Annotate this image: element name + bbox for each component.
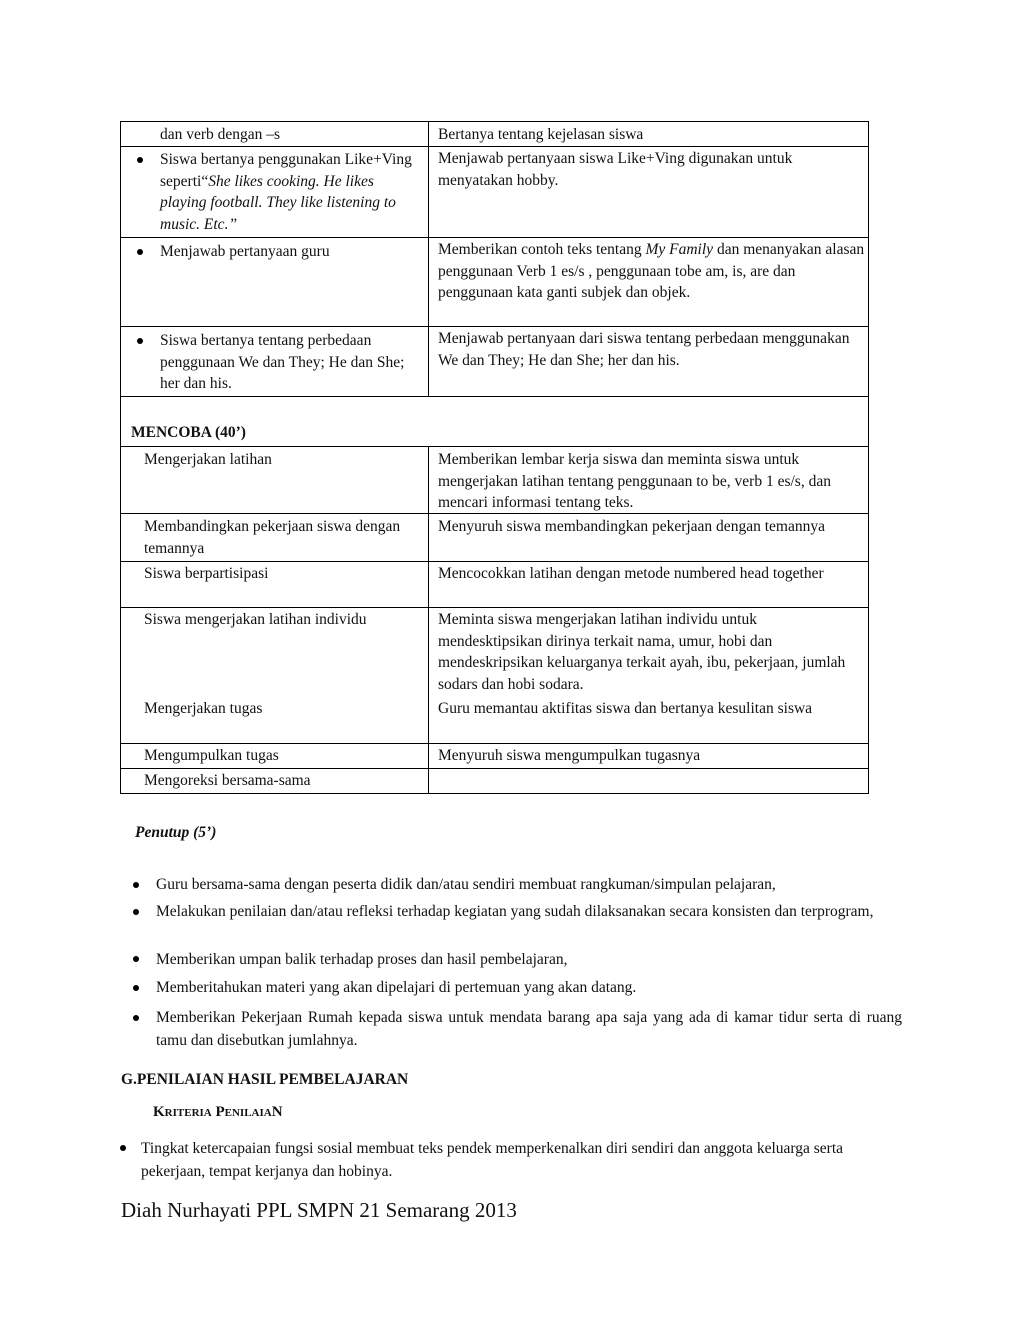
table-cell-left: dan verb dengan –s [160,126,281,143]
table-cell-left: Mengerjakan latihan [144,451,272,468]
bullet-icon [133,909,139,915]
table-cell-right: Menyuruh siswa membandingkan pekerjaan dengan temannya [438,518,825,535]
list-item: Memberikan umpan balik terhadap proses dan hasil pembelajaran, [156,951,568,968]
bullet-icon [133,1015,139,1021]
table-cell-right: Memberikan contoh teks tentang My Family dan menanyakan alasan penggunaan Verb 1 es/s , penggunaan tobe am, is, are dan penggunaan kata ganti subjek dan objek. [438,241,865,301]
table-cell-left: Siswa bertanya tentang perbedaan penggunaan We dan They; He dan She; her dan his. [160,332,405,392]
table-cell-left: Menjawab pertanyaan guru [160,243,330,260]
table-cell-left: Mengerjakan tugas [144,700,263,717]
section-subheading: Kriteria PenilaiaN [153,1104,283,1120]
list-item: Memberikan Pekerjaan Rumah kepada siswa untuk mendata barang apa saja yang ada di kamar tidur serta di ruang tamu dan disebutkan jumlahnya. [156,1009,902,1049]
table-cell-left: Siswa bertanya penggunakan Like+Ving seperti“She likes cooking. He likes playing football. They like listening to music. Etc.” [160,151,412,233]
list-item: Tingkat ketercapaian fungsi sosial membuat teks pendek memperkenalkan diri sendiri dan anggota keluarga serta pekerjaan, tempat kerjanya dan hobinya. [141,1140,844,1180]
list-item: Memberitahukan materi yang akan dipelajari di pertemuan yang akan datang. [156,979,637,996]
section-title-mencoba: MENCOBA (40’) [131,424,246,441]
table-cell-right: Memberikan lembar kerja siswa dan meminta siswa untuk mengerjakan latihan tentang penggunaan to be, verb 1 es/s, dan mencari informasi tentang teks. [438,451,831,511]
bullet-icon [120,1145,126,1151]
bullet-icon [133,882,139,888]
bullet-icon [133,985,139,991]
table-cell-left: Mengumpulkan tugas [144,747,279,764]
table-cell-left: Siswa berpartisipasi [144,565,269,582]
bullet-icon [137,249,143,255]
table-cell-left: Membandingkan pekerjaan siswa dengan temannya [144,518,401,557]
table-cell-right: Menjawab pertanyaan dari siswa tentang perbedaan menggunakan We dan They; He dan She; her dan his. [438,330,850,369]
bullet-icon [137,338,143,344]
table-cell-right: Menyuruh siswa mengumpulkan tugasnya [438,747,701,764]
table-cell-left: Siswa mengerjakan latihan individu [144,611,367,628]
table-cell-left: Mengoreksi bersama-sama [144,772,311,789]
table-cell-right: Meminta siswa mengerjakan latihan individu untuk mendesktipsikan dirinya terkait nama, umur, hobi dan mendeskripsikan keluarganya terkait ayah, ibu, pekerjaan, jumlah sodars dan hobi sodara. [438,611,846,693]
penutup-title: Penutup (5’) [135,824,217,841]
page-footer: Diah Nurhayati PPL SMPN 21 Semarang 2013 [121,1198,517,1222]
section-heading: G.PENILAIAN HASIL PEMBELAJARAN [121,1071,409,1088]
table-cell-right: Mencocokkan latihan dengan metode numbered head together [438,565,824,582]
bullet-icon [137,157,143,163]
list-item: Guru bersama-sama dengan peserta didik dan/atau sendiri membuat rangkuman/simpulan pelajaran, [156,876,776,893]
table-cell-right: Guru memantau aktifitas siswa dan bertanya kesulitan siswa [438,700,813,717]
bullet-icon [133,956,139,962]
table-cell-right: Menjawab pertanyaan siswa Like+Ving digunakan untuk menyatakan hobby. [438,150,793,189]
table-cell-right: Bertanya tentang kejelasan siswa [438,126,644,143]
list-item: Melakukan penilaian dan/atau refleksi terhadap kegiatan yang sudah dilaksanakan secara konsisten dan terprogram, [156,903,874,920]
